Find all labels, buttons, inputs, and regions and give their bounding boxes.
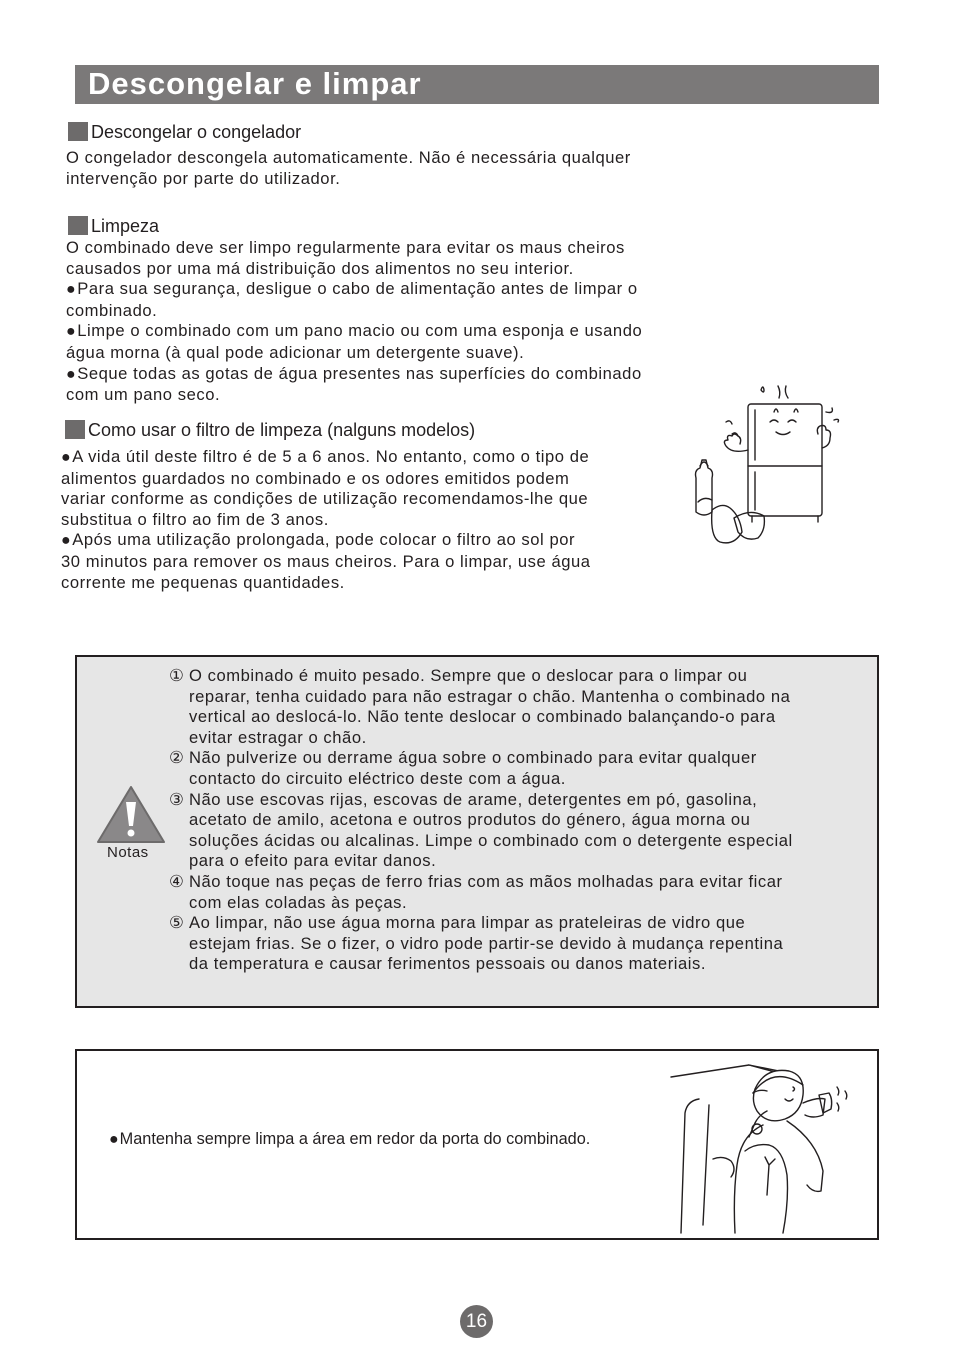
filter-paragraph: ●A vida útil deste filtro é de 5 a 6 anos. No entanto, como o tipo de alimentos guardados no combinado e os odores emitidos podem variar conforme as condições de utilização recomendamos-lhe que substitua o filtro ao fim de 3 anos. ●Após uma utilização prolongada, pode colocar o filtro ao sol por 30 minutos para remover os maus cheiros. Para o limpar, use água corrente me pequenas quantidades. bbox=[61, 447, 591, 592]
section-marker bbox=[68, 122, 88, 141]
list-item: ●A vida útil deste filtro é de 5 a 6 anos. No entanto, como o tipo de bbox=[61, 447, 590, 466]
title-bar bbox=[75, 65, 879, 104]
section-marker bbox=[65, 420, 85, 439]
defrost-paragraph: O congelador descongela automaticamente. Não é necessária qualquer intervenção por parte do utilizador. bbox=[66, 148, 631, 188]
note-item: ② Não pulverize ou derrame água sobre o combinado para evitar qualquer contacto do circuito eléctrico deste com a água. bbox=[169, 748, 757, 788]
section-heading-cleaning: Limpeza bbox=[68, 215, 159, 237]
list-item: ●Após uma utilização prolongada, pode colocar o filtro ao sol por bbox=[61, 530, 576, 550]
list-item: ●Para sua segurança, desligue o cabo de alimentação antes de limpar o bbox=[66, 279, 638, 299]
notes-box bbox=[75, 655, 879, 1008]
door-tip-text: ●Mantenha sempre limpa a área em redor da porta do combinado. bbox=[109, 1130, 591, 1148]
door-tip-box bbox=[75, 1049, 879, 1240]
fridge-smell-illustration bbox=[686, 382, 866, 554]
section-heading-defrost: Descongelar o congelador bbox=[68, 121, 301, 143]
woman-cleaning-door-illustration bbox=[669, 1059, 869, 1234]
cleaning-paragraph: O combinado deve ser limpo regularmente para evitar os maus cheiros causados por uma má distribuição dos alimentos no seu interior. ●Para sua segurança, desligue o cabo de alimentação antes de limpar o combinado. ●Limpe o combinado com um pano macio ou com uma esponja e usando água morna (à qual pode adicionar um detergente suave). ●Seque todas as gotas de água presentes nas superfícies do combinado com um pano seco. bbox=[66, 238, 643, 405]
note-item: ④ Não toque nas peças de ferro frias com as mãos molhadas para evitar ficar com elas coladas às peças. bbox=[169, 871, 783, 912]
note-item: ⑤ Ao limpar, não use água morna para limpar as prateleiras de vidro que estejam frias. Se o fizer, o vidro pode partir-se devido à mudança repentina da temperatura e causar ferimentos pessoais ou danos materiais. bbox=[169, 913, 784, 974]
list-item: ●Seque todas as gotas de água presentes nas superfícies do combinado bbox=[66, 363, 642, 383]
warning-icon bbox=[95, 784, 167, 846]
notes-list bbox=[169, 666, 793, 975]
page-title: Descongelar e limpar bbox=[88, 66, 422, 101]
notes-label: Notas bbox=[107, 844, 149, 861]
list-item: ●Limpe o combinado com um pano macio ou com uma esponja e usando bbox=[66, 321, 643, 341]
section-marker bbox=[68, 216, 88, 235]
note-item: ① O combinado é muito pesado. Sempre que o deslocar para o limpar ou reparar, tenha cuidado para não estragar o chão. Mantenha o combinado na vertical ao deslocá-lo. Não tente deslocar o combinado balançando-o para evitar estragar o chão. bbox=[169, 666, 791, 747]
page-number: 16 bbox=[460, 1305, 493, 1338]
note-item: ③ Não use escovas rijas, escovas de arame, detergentes em pó, gasolina, acetato de amilo, acetona e outros produtos do género, água morna ou soluções ácidas ou alcalinas. Limpe o combinado com o detergente especial para o efeito para evitar danos. bbox=[169, 789, 793, 871]
section-heading-filter: Como usar o filtro de limpeza (nalguns modelos) bbox=[65, 419, 475, 441]
